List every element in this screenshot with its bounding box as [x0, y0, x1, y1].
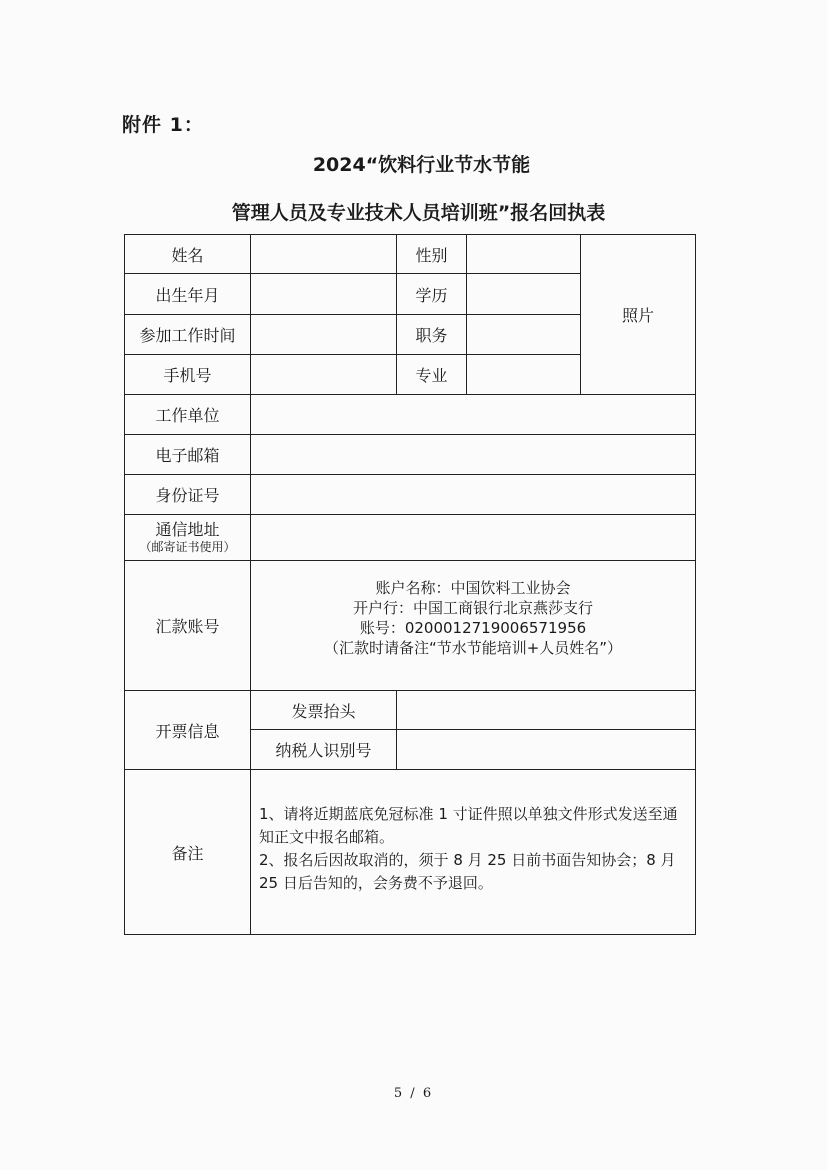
taxpayer-id-label: 纳税人识别号 [275, 741, 372, 760]
major-field[interactable] [467, 355, 580, 394]
form-title-line2: 管理人员及专业技术人员培训班”报名回执表 [231, 202, 606, 224]
account-info [251, 578, 695, 658]
account-note: （汇款时请备注“节水节能培训+人员姓名”） [323, 639, 623, 657]
remark-item: 2、报名后因故取消的，须于 8 月 25 日前书面告知协会；8 月 25 日后告知的，会务费不予退回。 [259, 851, 676, 892]
invoice-title-field[interactable] [397, 691, 695, 729]
employer-label: 工作单位 [155, 406, 220, 425]
education-label: 学历 [415, 285, 448, 305]
position-label: 职务 [415, 326, 448, 345]
account-name: 账户名称：中国饮料工业协会 [375, 579, 571, 597]
name-label: 姓名 [171, 245, 204, 265]
phone-field[interactable] [251, 355, 396, 394]
remarks-text [259, 803, 691, 895]
account-bank: 开户行：中国工商银行北京燕莎支行 [352, 599, 593, 617]
phone-label: 手机号 [163, 366, 212, 385]
address-label: 通信地址 [155, 520, 220, 539]
education-field[interactable] [467, 274, 580, 314]
form-title-line1: 2024“饮料行业节水节能 [312, 154, 531, 176]
email-field[interactable] [251, 435, 695, 474]
attachment-label: 附件 1： [122, 114, 204, 136]
work-start-field[interactable] [251, 315, 396, 354]
id-number-label: 身份证号 [155, 486, 220, 505]
table-border-right [695, 234, 696, 935]
address-label-cell [125, 515, 250, 560]
position-field[interactable] [467, 315, 580, 354]
employer-field[interactable] [251, 395, 695, 434]
table-border-bottom [124, 934, 696, 935]
address-note: （邮寄证书使用） [139, 540, 236, 554]
id-number-field[interactable] [251, 475, 695, 514]
email-label: 电子邮箱 [155, 446, 220, 465]
remark-item: 1、请将近期蓝底免冠标准 1 寸证件照以单独文件形式发送至通知正文中报名邮箱。 [259, 805, 678, 846]
remarks-label: 备注 [171, 843, 204, 863]
photo-label: 照片 [621, 306, 654, 325]
gender-label: 性别 [415, 245, 448, 265]
birth-label: 出生年月 [155, 285, 220, 305]
work-start-label: 参加工作时间 [139, 326, 236, 345]
invoice-label: 开票信息 [155, 721, 220, 741]
name-field[interactable] [251, 235, 396, 273]
address-field[interactable] [251, 515, 695, 560]
gender-field[interactable] [467, 235, 580, 273]
page-number: 5 / 6 [393, 1086, 434, 1101]
account-number: 账号：0200012719006571956 [359, 619, 587, 637]
taxpayer-id-field[interactable] [397, 730, 695, 769]
remit-label: 汇款账号 [155, 617, 220, 636]
invoice-title-label: 发票抬头 [291, 701, 356, 721]
major-label: 专业 [415, 366, 448, 385]
birth-field[interactable] [251, 274, 396, 314]
